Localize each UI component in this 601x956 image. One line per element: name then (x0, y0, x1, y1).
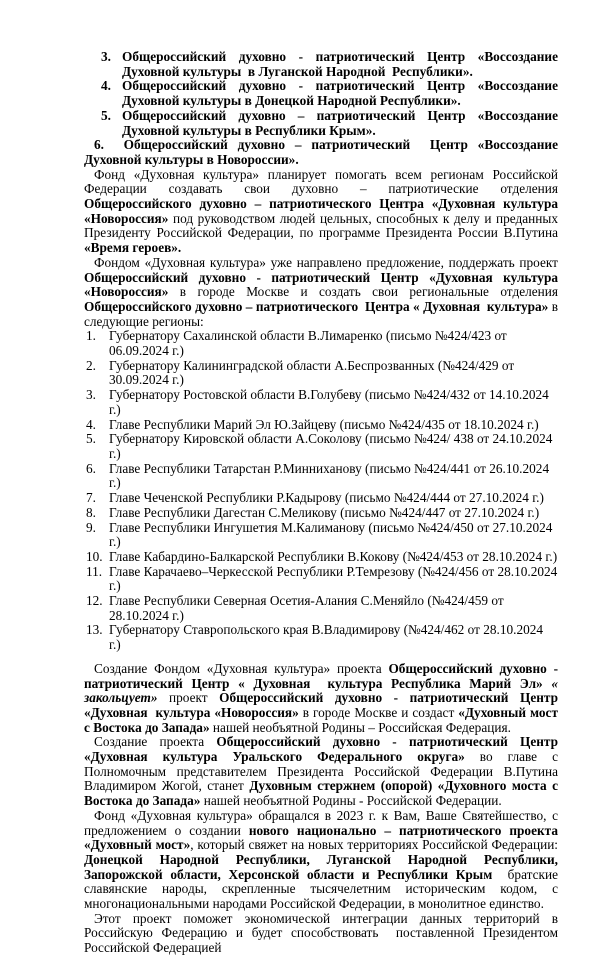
text-run: Донецкой Народной Республики, Луганской Народной Республики, Запорожской области, Херсонской области и Республики Крым (84, 851, 558, 882)
list-number: 4. (101, 78, 111, 94)
list-number: 12. (86, 593, 103, 609)
text-run: Губернатору Калининградской области А.Беспрозванных (№424/429 от 30.09.2024 г.) (109, 357, 515, 388)
text-run: Общероссийский духовно – патриотический Центр «Воссоздание Духовной культуры в Республики Крым». (122, 107, 558, 138)
paragraph (84, 912, 558, 956)
text-run: Фонд «Духовная культура» обращался в 2023 г. к Вам, Ваше Святейшество, с предложением о создании (84, 807, 558, 838)
list-number: 3. (86, 387, 96, 403)
letter-list-item (84, 506, 558, 521)
list-number: 2. (86, 357, 96, 373)
text-run: Губернатору Кировской области А.Соколову (письмо №424/ 438 от 24.10.2024 г.) (109, 431, 553, 461)
bold-list-item (84, 50, 558, 79)
text-run: Губернатору Ставропольского края В.Владимирову (№424/462 от 28.10.2024 г.) (109, 622, 544, 653)
text-run: Этот проект поможет экономической интеграции данных территорий в Российскую Федерацию и будет способствовать поставленной Президентом Российской Федерацией (84, 910, 558, 956)
list-number: 11. (86, 563, 103, 579)
text-run: Общероссийского духовно – патриотического Центра «Духовная культура «Новороссия» (84, 196, 558, 226)
letter-list-item (84, 565, 558, 594)
text-run: Фондом «Духовная культура» уже направлено предложение, поддержать проект (94, 254, 558, 270)
text-run: Главе Кабардино-Балкарской Республики В.Кокову (№424/453 от 28.10.2024 г.) (109, 548, 558, 564)
list-number: 8. (86, 504, 96, 520)
paragraph (84, 809, 558, 912)
text-run: Создание Фондом «Духовная культура» проекта (94, 660, 389, 676)
text-run: Общероссийский духовно - патриотический Центр « Духовная культура Республика Марий Эл» (84, 660, 559, 691)
text-run: 6. Общероссийский духовно – патриотический Центр «Воссоздание Духовной культуры в Новороссии». (84, 137, 558, 167)
paragraph (84, 735, 558, 809)
bold-list-item (84, 79, 558, 108)
text-run: под руководством людей цельных, способных к делу и преданных Президенту Российской Федерации, по программе Президента России В.Путина (84, 210, 558, 241)
text-run: Главе Республики Ингушетия М.Калиманову (письмо №424/450 от 27.10.2024 г.) (109, 519, 553, 550)
text-run: Главе Карачаево–Черкесской Республики Р.Темрезову (№424/456 от 28.10.2024 г.) (109, 563, 558, 594)
text-run: проект (157, 690, 220, 706)
text-run: в городе Москве и создать свои региональные отделения (168, 284, 558, 300)
text-run: Духовным стержнем (опорой) «Духовного моста с Востока до Запада» (84, 778, 558, 809)
list-number: 5. (101, 107, 111, 123)
letter-list-item (84, 418, 558, 433)
letter-list-item (84, 521, 558, 550)
text-run: , который свяжет на новых территориях Российской Федерации: (190, 837, 559, 853)
text-run: в следующие регионы: (84, 298, 558, 329)
bold-list-item (84, 109, 558, 138)
paragraph (84, 138, 558, 167)
letter-list-item (84, 329, 558, 358)
list-number: 7. (86, 490, 96, 506)
letter-list-item (84, 550, 558, 565)
text-run: Главе Республики Татарстан Р.Минниханову (письмо №424/441 от 26.10.2024 г.) (109, 460, 550, 491)
text-run: нового национально – патриотического проекта «Духовный мост» (84, 822, 558, 853)
text-run: Общероссийский духовно - патриотический Центр «Духовная культура Уральского Федерального округа» (84, 734, 558, 765)
letter-list-item (84, 594, 558, 623)
text-run: Общероссийский духовно - патриотический Центр «Духовная культура «Новороссия» (84, 690, 558, 720)
text-run: « закольцует» (84, 675, 558, 706)
text-run: Создание проекта (94, 734, 217, 750)
text-run: «Духовный мост с Востока до Запада» (84, 704, 558, 735)
letter-list-item (84, 359, 558, 388)
text-run: во главе с Полномочным представителем Президента Российской Федерации В.Путина Владимиром Жогой, станет (84, 749, 558, 794)
text-run: Губернатору Сахалинской области В.Лимаренко (письмо №424/423 от 06.09.2024 г.) (109, 328, 507, 359)
text-run: нашей необъятной Родины - Российской Федерации. (200, 793, 502, 809)
text-run: Главе Республики Северная Осетия-Алания С.Меняйло (№424/459 от 28.10.2024 г.) (109, 593, 504, 623)
list-number: 9. (86, 519, 96, 535)
paragraph (84, 256, 558, 330)
text-run: Губернатору Ростовской области В.Голубеву (письмо №424/432 от 14.10.2024 г.) (109, 387, 549, 417)
list-number: 1. (86, 328, 96, 344)
list-number: 10. (86, 548, 103, 564)
paragraph (84, 168, 558, 256)
text-run: Главе Республики Марий Эл Ю.Зайцеву (письмо №424/435 от 18.10.2024 г.) (109, 416, 539, 432)
paragraph (84, 662, 558, 736)
list-number: 6. (86, 460, 96, 476)
list-number: 5. (86, 431, 96, 447)
text-run: Фонд «Духовная культура» планирует помогать всем регионам Российской Федерации создавать свои духовно – патриотические отделения (84, 166, 558, 197)
text-run: Общероссийский духовно - патриотический Центр «Воссоздание Духовной культуры в Луганской Народной Республики». (122, 49, 558, 79)
list-number: 13. (86, 622, 103, 638)
text-run: братские славянские народы, скрепленные тысячелетним историческим кодом, с многонациональными народами Российской Федерации, в монолитное единство. (84, 866, 558, 912)
list-number: 3. (101, 49, 111, 64)
text-run: Главе Республики Дагестан С.Меликову (письмо №424/447 от 27.10.2024 г.) (109, 504, 540, 520)
letter-list-item (84, 491, 558, 506)
letter-list-item (84, 388, 558, 417)
text-run: «Время героев». (84, 240, 182, 256)
letter-list-item (84, 623, 558, 652)
text-run: Общероссийский духовно - патриотический Центр «Воссоздание Духовной культуры в Донецкой Народной Республики». (122, 78, 558, 109)
text-run: Главе Чеченской Республики Р.Кадырову (письмо №424/444 от 27.10.2024 г.) (109, 490, 544, 506)
list-number: 4. (86, 416, 96, 432)
text-run: нашей необъятной Родины – Российская Федерация. (209, 719, 511, 735)
text-run: Общероссийский духовно - патриотический Центр «Духовная культура «Новороссия» (84, 269, 558, 300)
document-content (84, 50, 558, 956)
text-run: Общероссийского духовно – патриотического Центра « Духовная культура» (84, 298, 549, 314)
text-run: в городе Москве и создаст (298, 704, 459, 720)
letter-list-item (84, 462, 558, 491)
letter-list-item (84, 432, 558, 461)
